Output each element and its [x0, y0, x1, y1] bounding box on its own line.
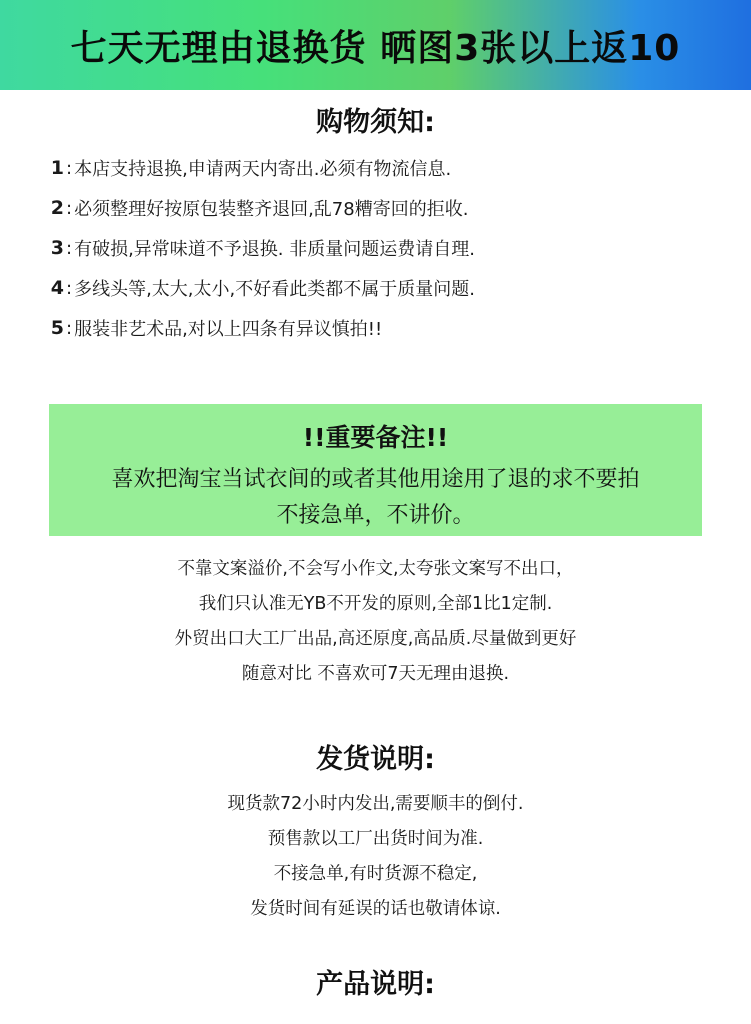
notice-number: 4	[50, 277, 64, 299]
notice-number: 1	[50, 157, 64, 179]
notice-list	[46, 148, 726, 348]
important-line-2: 不接急单，不讲价。	[276, 503, 475, 528]
shipping-line-1: 现货款72小时内发出,需要顺丰的倒付.	[227, 794, 524, 814]
statement-line-4: 随意对比 不喜欢可7天无理由退换.	[241, 664, 510, 684]
notice-number: 5	[50, 317, 64, 339]
shipping-title: 发货说明:	[316, 744, 435, 775]
notice-separator: :	[66, 277, 73, 299]
notice-separator: :	[66, 237, 73, 259]
important-note-box	[49, 404, 702, 536]
notice-text: 有破损,异常味道不予退换. 非质量问题运费请自理.	[74, 239, 475, 260]
important-line-1: 喜欢把淘宝当试衣间的或者其他用途用了退的求不要拍	[111, 467, 640, 492]
notice-separator: :	[66, 197, 73, 219]
notice-separator: :	[66, 317, 73, 339]
banner-title: 七天无理由退换货 晒图3张以上返10	[70, 27, 681, 69]
notice-text: 多线头等,太大,太小,不好看此类都不属于质量问题.	[74, 279, 475, 300]
notice-item-1	[46, 148, 726, 188]
shipping-line-3: 不接急单,有时货源不稳定,	[273, 864, 478, 884]
shipping-block	[0, 787, 751, 927]
statement-line-3: 外贸出口大工厂出品,高还原度,高品质.尽量做到更好	[174, 629, 577, 649]
important-text	[49, 462, 702, 534]
notice-item-5	[46, 308, 726, 348]
notice-item-2	[46, 188, 726, 228]
notice-text: 必须整理好按原包装整齐退回,乱78糟寄回的拒收.	[74, 199, 469, 220]
top-banner	[0, 0, 751, 90]
important-title: !!重要备注!!	[302, 423, 449, 452]
statement-line-1: 不靠文案溢价,不会写小作文,太夸张文案写不出口，	[177, 559, 574, 579]
notice-text: 服装非艺术品,对以上四条有异议慎拍!!	[74, 319, 383, 340]
notice-number: 3	[50, 237, 64, 259]
notice-title: 购物须知:	[316, 107, 435, 138]
shipping-line-4: 发货时间有延误的话也敬请体谅.	[250, 899, 501, 919]
notice-item-4	[46, 268, 726, 308]
notice-number: 2	[50, 197, 64, 219]
product-title: 产品说明:	[316, 969, 435, 1000]
notice-item-3	[46, 228, 726, 268]
notice-separator: :	[66, 157, 73, 179]
shipping-line-2: 预售款以工厂出货时间为准.	[267, 829, 484, 849]
statement-block	[0, 552, 751, 692]
notice-text: 本店支持退换,申请两天内寄出.必须有物流信息.	[74, 159, 452, 180]
statement-line-2: 我们只认准无YB不开发的原则,全部1比1定制.	[198, 594, 553, 614]
